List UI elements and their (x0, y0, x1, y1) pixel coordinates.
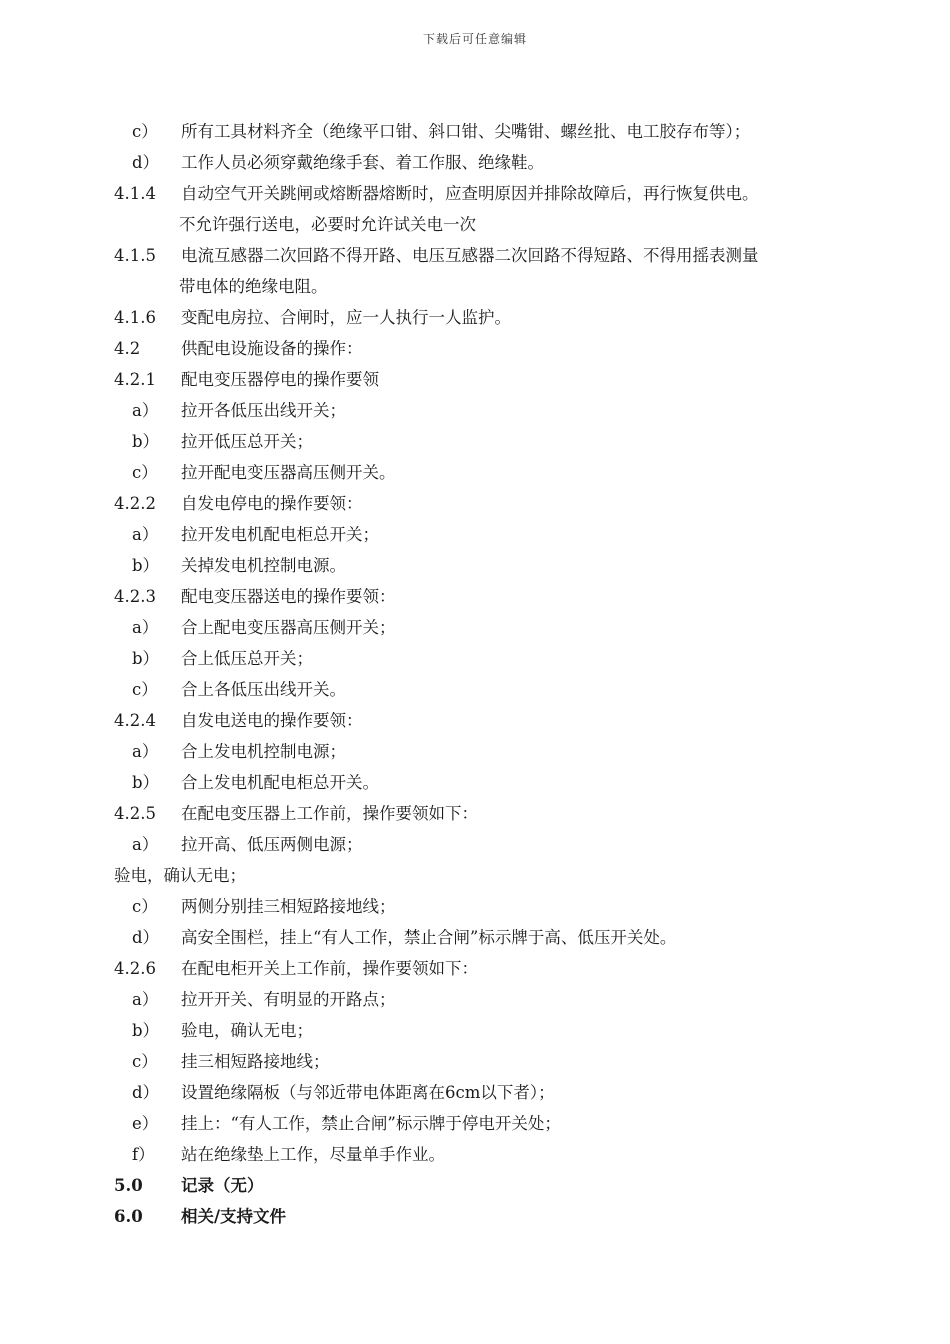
list-item (0, 550, 950, 581)
item-text: 挂上：“有人工作，禁止合闸”标示牌于停电开关处； (181, 1114, 561, 1133)
item-text: 站在绝缘垫上工作，尽量单手作业。 (181, 1145, 445, 1164)
page-header: 下载后可任意编辑 (422, 32, 527, 46)
section-number: 4.1.6 (114, 308, 156, 327)
list-item (0, 891, 950, 922)
chapter-number: 5.0 (114, 1176, 143, 1195)
item-number: c） (132, 1052, 158, 1071)
item-text: 验电，确认无电； (181, 1021, 313, 1040)
item-text: 合上配电变压器高压侧开关； (181, 618, 396, 637)
list-item (0, 426, 950, 457)
chapter-title: 相关/支持文件 (181, 1207, 287, 1226)
list-item (0, 1108, 950, 1139)
chapter-heading (0, 1201, 950, 1232)
section-text: 电流互感器二次回路不得开路、电压互感器二次回路不得短路、不得用摇表测量 (181, 246, 759, 265)
section-number: 4.1.5 (114, 246, 156, 265)
chapter-number: 6.0 (114, 1207, 143, 1226)
item-text: 高安全围栏，挂上“有人工作，禁止合闸”标示牌于高、低压开关处。 (181, 928, 677, 947)
list-item (0, 1015, 950, 1046)
plain-line (0, 860, 950, 891)
item-number: c） (132, 122, 158, 141)
list-item (0, 643, 950, 674)
item-number: c） (132, 897, 158, 916)
item-text: 关掉发电机控制电源。 (181, 556, 346, 575)
item-number: d） (132, 928, 160, 947)
list-item (0, 395, 950, 426)
item-text: 拉开低压总开关； (181, 432, 313, 451)
chapter-title: 记录（无） (181, 1176, 264, 1195)
section-number: 4.2 (114, 339, 141, 358)
item-text: 合上各低压出线开关。 (181, 680, 346, 699)
item-number: d） (132, 153, 160, 172)
section-item (0, 364, 950, 395)
item-text: 拉开开关、有明显的开路点； (181, 990, 396, 1009)
continuation-line (0, 271, 950, 302)
section-item (0, 953, 950, 984)
section-text: 在配电柜开关上工作前，操作要领如下： (181, 959, 478, 978)
item-text: 所有工具材料齐全（绝缘平口钳、斜口钳、尖嘴钳、螺丝批、电工胶存布等）； (181, 122, 751, 141)
section-number: 4.2.4 (114, 711, 156, 730)
item-text: 拉开高、低压两侧电源； (181, 835, 363, 854)
item-number: a） (132, 401, 159, 420)
document-body (0, 116, 950, 1232)
item-text: 工作人员必须穿戴绝缘手套、着工作服、绝缘鞋。 (181, 153, 544, 172)
list-item (0, 519, 950, 550)
section-text: 在配电变压器上工作前，操作要领如下： (181, 804, 478, 823)
section-text: 自动空气开关跳闸或熔断器熔断时，应查明原因并排除故障后，再行恢复供电。 (181, 184, 759, 203)
section-text: 供配电设施设备的操作： (181, 339, 363, 358)
section-text: 配电变压器送电的操作要领： (181, 587, 396, 606)
item-text: 合上发电机控制电源； (181, 742, 346, 761)
list-item (0, 829, 950, 860)
continuation-text: 不允许强行送电，必要时允许试关电一次 (179, 215, 476, 234)
continuation-text: 带电体的绝缘电阻。 (179, 277, 328, 296)
item-text: 挂三相短路接地线； (181, 1052, 330, 1071)
item-number: d） (132, 1083, 160, 1102)
item-number: a） (132, 618, 159, 637)
item-number: b） (132, 649, 160, 668)
section-text: 变配电房拉、合闸时，应一人执行一人监护。 (181, 308, 511, 327)
plain-text: 验电，确认无电； (114, 866, 246, 885)
section-item (0, 333, 950, 364)
item-number: b） (132, 432, 160, 451)
item-number: b） (132, 1021, 160, 1040)
item-text: 合上低压总开关； (181, 649, 313, 668)
section-number: 4.2.5 (114, 804, 156, 823)
item-number: a） (132, 525, 159, 544)
chapter-heading (0, 1170, 950, 1201)
section-item (0, 302, 950, 333)
item-text: 两侧分别挂三相短路接地线； (181, 897, 396, 916)
section-item (0, 240, 950, 271)
section-item (0, 581, 950, 612)
item-text: 拉开各低压出线开关； (181, 401, 346, 420)
list-item (0, 736, 950, 767)
section-text: 自发电停电的操作要领： (181, 494, 363, 513)
section-item (0, 178, 950, 209)
section-text: 自发电送电的操作要领： (181, 711, 363, 730)
item-text: 拉开发电机配电柜总开关； (181, 525, 379, 544)
item-number: f） (132, 1145, 155, 1164)
list-item (0, 612, 950, 643)
list-item (0, 984, 950, 1015)
item-number: a） (132, 990, 159, 1009)
continuation-line (0, 209, 950, 240)
section-item (0, 798, 950, 829)
item-text: 拉开配电变压器高压侧开关。 (181, 463, 396, 482)
item-number: c） (132, 680, 158, 699)
item-text: 设置绝缘隔板（与邻近带电体距离在6cm以下者）； (181, 1083, 555, 1102)
list-item (0, 674, 950, 705)
section-item (0, 488, 950, 519)
section-number: 4.2.6 (114, 959, 156, 978)
list-item (0, 147, 950, 178)
section-number: 4.2.2 (114, 494, 156, 513)
section-item (0, 705, 950, 736)
item-number: c） (132, 463, 158, 482)
section-number: 4.1.4 (114, 184, 156, 203)
item-number: b） (132, 773, 160, 792)
list-item (0, 1139, 950, 1170)
item-number: a） (132, 835, 159, 854)
item-text: 合上发电机配电柜总开关。 (181, 773, 379, 792)
list-item (0, 457, 950, 488)
item-number: b） (132, 556, 160, 575)
list-item (0, 922, 950, 953)
section-number: 4.2.1 (114, 370, 156, 389)
section-number: 4.2.3 (114, 587, 156, 606)
list-item (0, 1077, 950, 1108)
list-item (0, 1046, 950, 1077)
item-number: a） (132, 742, 159, 761)
list-item (0, 116, 950, 147)
list-item (0, 767, 950, 798)
item-number: e） (132, 1114, 159, 1133)
section-text: 配电变压器停电的操作要领 (181, 370, 379, 389)
